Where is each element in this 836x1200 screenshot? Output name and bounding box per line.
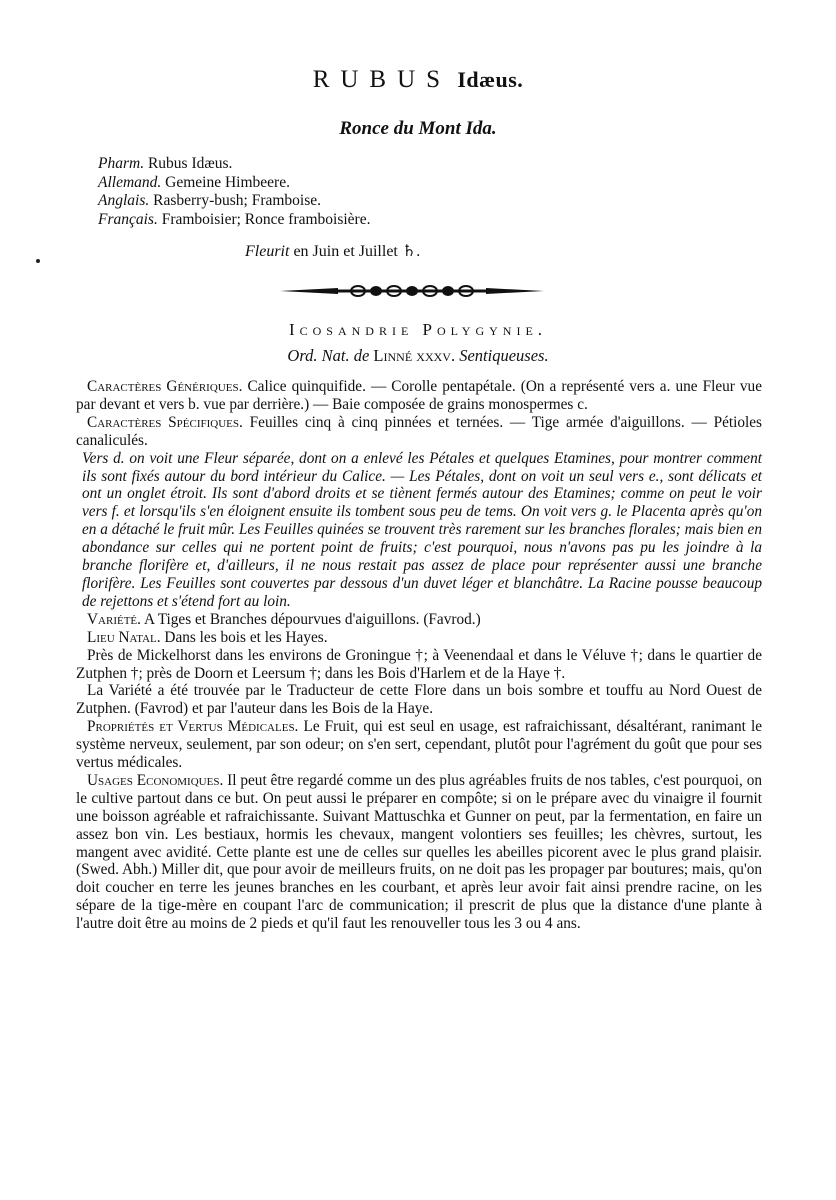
native-place: Lieu Natal. Dans les bois et les Hayes. bbox=[87, 628, 328, 646]
page-title bbox=[0, 66, 836, 94]
body-text bbox=[76, 378, 762, 933]
genus-name: RUBUS bbox=[312, 66, 452, 93]
specific-characters: Caractères Spécifiques. Feuilles cinq à cinq pinnées et ternées. — Tige armée d'aiguillons. — Pétioles canaliculés. bbox=[76, 413, 763, 449]
name-row-english: Anglais. Rasberry-bush; Framboise. bbox=[98, 192, 322, 209]
localities: Près de Mickelhorst dans les environs de Groningue †; à Veenendaal et dans le Véluve †; dans le quartier de Zutphen †; près de Doorn et Leersum †; dans les Bois d'Harlem et de la Haye †. bbox=[76, 646, 762, 682]
french-common-name: Ronce du Mont Ida. bbox=[339, 118, 497, 139]
economic-uses: Usages Economiques. Il peut être regardé comme un des plus agréables fruits de nos tables, c'est pourquoi, on le cultive partout dans ce but. On peut aussi le préparer en compôte; si on le prépare avec du vinaigre il fournit une boisson agréable et rafraichissante. Suivant Mattuschka et Gunner on peut, par la fermentation, en faire un assez bon vin. Les bestiaux, hormis les chevaux, mangent volontiers ses feuilles; les chèvres, surtout, les mangent avec avidité. Cette plante est une de celles sur quelles les abeilles picorent avec le plus grand plaisir. (Swed. Abh.) Miller dit, que pour avoir de meilleurs fruits, on ne doit pas les propager par boutures; mais, qu'on doit coucher en terre les jeunes branches en les courbant, et après leur avoir fait ainsi prendre racine, on les sépare de la tige-mère en coupant l'arc de communication; il prescrit de plus que la distance d'une plante à l'autre doit être au moins de 2 pieds et qu'il faut les renouveller tous les 3 ou 4 ans. bbox=[76, 771, 762, 933]
name-row-german: Allemand. Gemeine Himbeere. bbox=[98, 173, 290, 191]
name-row-pharm: Pharm. Rubus Idæus. bbox=[98, 155, 233, 172]
medical-properties: Propriétés et Vertus Médicales. Le Fruit, qui est seul en usage, est rafraichissant, désaltérant, ranimant le système nerveux, seulement, par son odeur; on s'en sert, cependant, plutôt pour l'agrément du goût que pour ses vertus médicales. bbox=[76, 718, 762, 772]
print-speck bbox=[36, 259, 40, 263]
species-name: Idæus. bbox=[457, 67, 524, 92]
linnaean-class: Icosandrie Polygynie. bbox=[288, 320, 548, 339]
description: Vers d. on voit une Fleur séparée, dont on a enlevé les Pétales et quelques Etamines, pour montrer comment ils sont fixés autour du bord intérieur du Calice. — Les Pétales, dont on voit un seul vers e., sont délicats et ont un onglet étroit. Ils sont d'abord droits et se tiènent fermés autour des Etamines; comme on peut le voir vers f. et lorsqu'ils s'en éloignent ensuite ils tombent sous peu de tems. On voit vers g. le Placenta après qu'on en a détaché le fruit mûr. Les Feuilles quinées se trouvent très rarement sur les branches florales; mais bien en abondance sur celles qui ne portent point de fruits; c'est pourquoi, nous n'avons pas pu les joindre à la branche florifère et, d'ailleurs, il ne nous restait pas assez de place pour représenter aussi une branche florifère. Les Feuilles sont couvertes par dessous d'un duvet léger et blanchâtre. La Racine pousse beaucoup de rejettons et s'étend fort au loin. bbox=[82, 449, 762, 610]
variety: Variété. A Tiges et Branches dépourvues d'aiguillons. (Favrod.) bbox=[87, 610, 481, 628]
natural-order: Ord. Nat. de Linné xxxv. Sentiqueuses. bbox=[287, 346, 549, 365]
variety-found: La Variété a été trouvée par le Traducteur de cette Flore dans un bois sombre et touffu au Nord Ouest de Zutphen. (Favrod) et par l'auteur dans les Bois de la Haye. bbox=[76, 682, 762, 718]
generic-characters: Caractères Génériques. Calice quinquifide. — Corolle pentapétale. (On a représenté vers a. une Fleur vue par devant et vers b. vue par derrière.) — Baie composée de grains monospermes c. bbox=[76, 378, 762, 413]
name-row-french: Français. Framboisier; Ronce framboisière. bbox=[98, 210, 371, 228]
flowering-period: Fleurit en Juin et Juillet ♄. bbox=[245, 243, 421, 260]
vernacular-names bbox=[98, 155, 370, 229]
ornamental-divider bbox=[278, 283, 546, 299]
